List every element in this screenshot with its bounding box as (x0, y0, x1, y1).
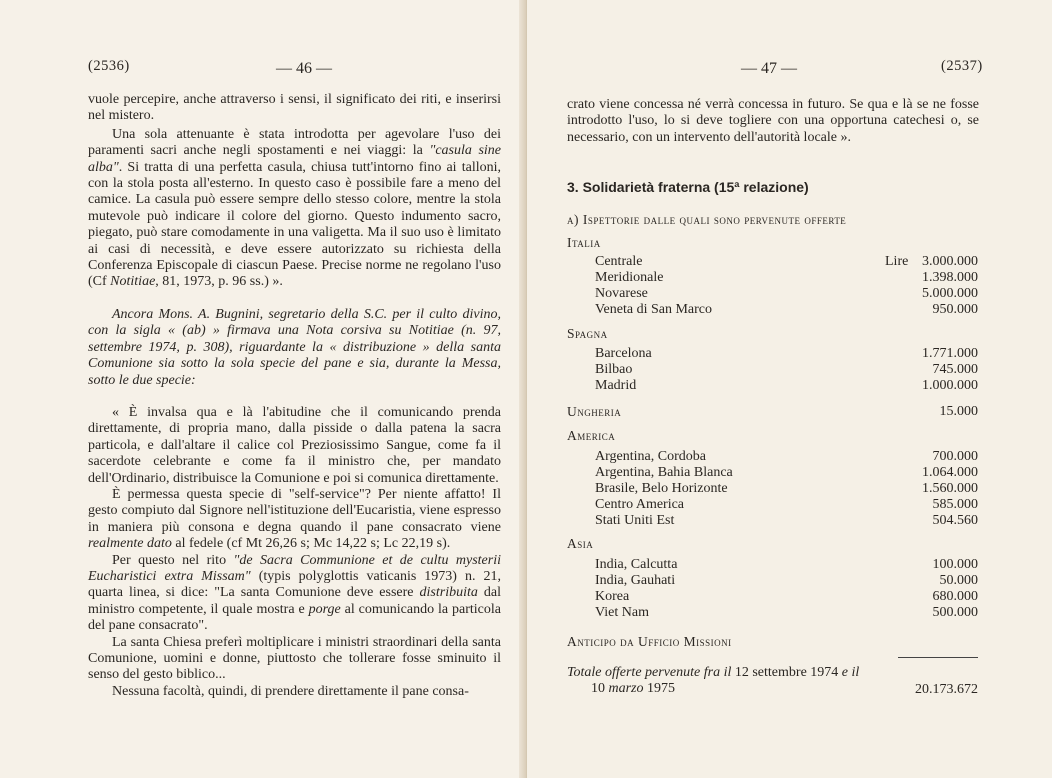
paragraph: « È invalsa qua e là l'abitudine che il comunicando prenda direttamente, di propria mano, dalla pisside o dalla patena la sacra particola, e dall'altare il calice col Preziosissimo Sangue, come fa il sacerdote celebrante e come fa il ministro che, per mandato dell'Ordinario, distribuisce la Comunione e poi si comunica direttamente. (88, 404, 501, 486)
paragraph: Nessuna facoltà, quindi, di prendere direttamente il pane consa- (112, 683, 469, 699)
left-body (88, 92, 501, 700)
section-title: 3. Solidarietà fraterna (15ª relazione) (567, 179, 809, 195)
table-row: Meridionale 1.398.000 (595, 270, 978, 285)
table-row: Barcelona 1.771.000 (595, 346, 978, 361)
region-ungheria: Ungheria (567, 404, 622, 419)
paragraph: La santa Chiesa preferì moltiplicare i ministri straordinari della santa Comunione, uomini e donne, piuttosto che tollerare fosse sminuito il senso del gesto biblico... (88, 634, 501, 683)
table-row: Centro America 585.000 (595, 497, 978, 512)
table-row: Argentina, Bahia Blanca 1.064.000 (595, 465, 978, 480)
region-spagna: Spagna (567, 326, 608, 341)
table-row: Madrid 1.000.000 (595, 378, 978, 393)
table-row: Brasile, Belo Horizonte 1.560.000 (595, 481, 978, 496)
right-intro: crato viene concessa né verrà concessa in futuro. Se qua e là se ne fosse introdotto l'uso, lo si deve togliere con una opportuna catechesi o, se necessario, con un intervento dell'autorità locale ». (567, 97, 979, 145)
right-doc-number: (2537) (941, 58, 983, 74)
left-page-number: — 46 — (276, 60, 332, 77)
table-row: Veneta di San Marco 950.000 (595, 302, 978, 317)
paragraph: Una sola attenuante è stata introdotta per agevolare l'uso dei paramenti sacri anche negli spostamenti e nei viaggi: la "casula sine alba". Si tratta di una perfetta casula, chiusa tutt'intorno fino ai talloni, con la stola posta all'esterno. In questo caso è possibile fare a meno del camice. La casula può essere sempre dello stesso colore, mentre la stola mutevole può indicare il colore del giorno. Questo indumento sacro, piegato, può stare comodamente in una valigetta. Ma il suo uso è limitato ai casi di necessità, e deve essere autorizzato su richiesta della Conferenza Episcopale di ciascun Paese. Precise norme ne regolano l'uso (Cf Notitiae, 81, 1973, p. 96 ss.) ». (88, 126, 501, 290)
right-page-number: — 47 — (741, 60, 797, 77)
left-doc-number: (2536) (88, 58, 130, 74)
table-row: India, Gauhati 50.000 (595, 573, 978, 588)
right-page (527, 0, 1052, 778)
table-row: India, Calcutta 100.000 (595, 557, 978, 572)
total-rule (898, 657, 978, 658)
currency-label: Lire (885, 254, 909, 269)
table-row: Bilbao 745.000 (595, 362, 978, 377)
total-label: Totale offerte pervenute fra il 12 settembre 1974 e il 10 marzo 1975 (567, 665, 860, 697)
table-row: Stati Uniti Est 504.560 (595, 513, 978, 528)
table-row: Centrale Lire 3.000.000 (595, 254, 978, 269)
table-row: Viet Nam 500.000 (595, 605, 978, 620)
total-value: 20.173.672 (915, 682, 978, 697)
region-italia: Italia (567, 235, 601, 250)
ungheria-value: 15.000 (939, 404, 978, 419)
table-row: Argentina, Cordoba 700.000 (595, 449, 978, 464)
region-america: America (567, 428, 616, 443)
paragraph: Ancora Mons. A. Bugnini, segretario della S.C. per il culto divino, con la sigla « (ab) » firmava una Nota corsiva su Notitiae (n. 97, settembre 1974, p. 308), riguardante la « distribuzione » della santa Comunione sia sotto la sola specie del pane e sia, durante la Messa, sotto le due specie: (88, 306, 501, 388)
table-row: Novarese 5.000.000 (595, 286, 978, 301)
paragraph: È permessa questa specie di "self-service"? Per niente affatto! Il gesto compiuto dal Signore nell'istituzione dell'Eucaristia, viene espresso in maniera più consona e degna quando il pane consacrato viene realmente dato al fedele (cf Mt 26,26 s; Mc 14,22 s; Lc 22,19 s). (88, 486, 501, 552)
table-row: Korea 680.000 (595, 589, 978, 604)
paragraph: vuole percepire, anche attraverso i sensi, il significato dei riti, e inserirsi nel mistero. (88, 92, 501, 124)
paragraph: Per questo nel rito "de Sacra Communione et de cultu mysterii Eucharistici extra Missam" (typis polyglottis vaticanis 1973) n. 21, quarta linea, si dice: "La santa Comunione deve essere distribuita dal ministro competente, il quale mostra e porge al comunicando la particola del pane consacrato". (88, 552, 502, 634)
region-asia: Asia (567, 536, 594, 551)
anticipo-label: Anticipo da Ufficio Missioni (567, 634, 732, 649)
subsection-title: a) Ispettorie dalle quali sono pervenute offerte (567, 212, 847, 227)
